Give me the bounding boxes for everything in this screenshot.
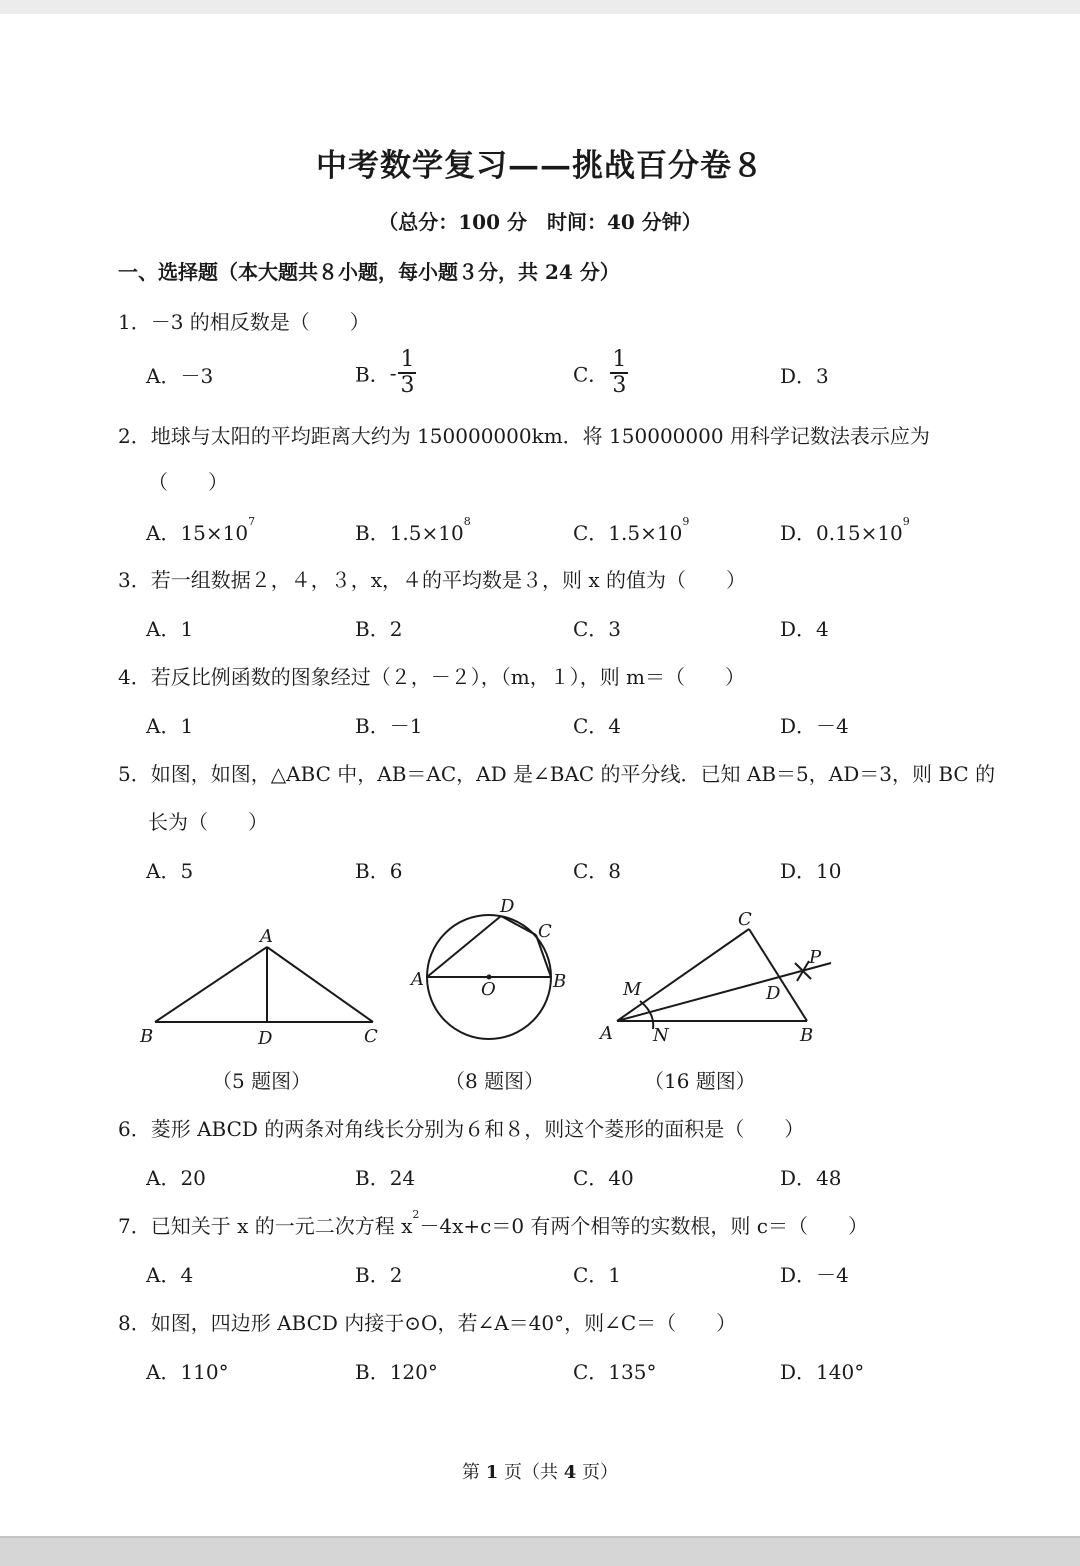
figure-5-caption: （5 题图） [212, 1069, 312, 1093]
q2-option-c [573, 517, 689, 546]
fraction-one-third [398, 348, 416, 398]
question-2-cont: （ ） [148, 470, 228, 494]
q6-option-a: A．20 [146, 1166, 206, 1190]
question-4: 4．若反比例函数的图象经过（２，－２），（m，１），则 m＝（ ） [118, 665, 746, 689]
q4-option-d: D．－4 [780, 714, 849, 738]
segment-ac [267, 947, 373, 1022]
top-bar [0, 0, 1080, 14]
page-title: 中考数学复习——挑战百分卷８ [316, 148, 764, 184]
question-7 [118, 1210, 868, 1239]
frac-numerator: 1 [400, 347, 415, 372]
footer-total-pages: 4 [563, 1462, 577, 1483]
q6-option-d: D．48 [780, 1166, 842, 1190]
q4-option-c: C．4 [573, 714, 622, 738]
page-footer [0, 1458, 1080, 1484]
label-o: O [481, 979, 496, 1000]
q3-option-b: B．2 [355, 617, 403, 641]
label-b: B [140, 1026, 154, 1047]
frac-numerator: 1 [612, 347, 627, 372]
q5-option-d: D．10 [780, 859, 842, 883]
exponent: 2 [412, 1208, 420, 1221]
page-subtitle: （总分：100 分 时间：40 分钟） [378, 210, 702, 234]
label-n: N [653, 1025, 669, 1046]
question-1: 1．－3 的相反数是（ ） [118, 310, 370, 334]
label-a: A [260, 926, 273, 947]
question-3: 3．若一组数据２，４，３，x，４的平均数是３，则 x 的值为（ ） [118, 568, 746, 592]
label-b: B [800, 1025, 814, 1046]
segment-ac [617, 929, 749, 1021]
bottom-bar [0, 1538, 1080, 1566]
q2-option-a-label: A．15×10 [146, 521, 249, 545]
q3-option-d: D．4 [780, 617, 829, 641]
label-b: B [553, 971, 567, 992]
segment-ad [427, 916, 501, 977]
q2-option-d-label: D．0.15×10 [780, 521, 903, 545]
exponent: 7 [248, 515, 256, 528]
label-p: P [809, 947, 822, 968]
q8-option-d: D．140° [780, 1360, 865, 1384]
q3-option-c: C．3 [573, 617, 622, 641]
figure-5-triangle [130, 922, 390, 1052]
question-8: 8．如图，四边形 ABCD 内接于⊙O，若∠A＝40°，则∠C＝（ ） [118, 1311, 737, 1335]
q7-option-c: C．1 [573, 1263, 622, 1287]
q2-option-d [780, 517, 910, 546]
label-c: C [364, 1026, 378, 1047]
footer-prefix: 第 [462, 1462, 486, 1483]
q1-option-b [355, 348, 416, 398]
q7-option-d: D．－4 [780, 1263, 849, 1287]
section-title: 一、选择题（本大题共８小题，每小题３分，共 24 分） [118, 260, 620, 284]
exponent: 8 [463, 515, 471, 528]
q1-option-d: D．3 [780, 364, 829, 388]
question-7-part-a: 7．已知关于 x 的一元二次方程 x [118, 1214, 413, 1238]
q2-option-b-label: B．1.5×10 [355, 521, 464, 545]
q2-option-a [146, 517, 255, 546]
figure-8-circle [405, 895, 575, 1055]
q8-option-a: A．110° [146, 1360, 229, 1384]
exponent: 9 [902, 515, 910, 528]
question-6: 6．菱形 ABCD 的两条对角线长分别为６和８，则这个菱形的面积是（ ） [118, 1117, 805, 1141]
q5-option-c: C．8 [573, 859, 622, 883]
q2-option-c-label: C．1.5×10 [573, 521, 683, 545]
figure-16-triangle [595, 905, 840, 1050]
q1-option-b-label: B． [355, 362, 390, 387]
figure-16-caption: （16 题图） [644, 1069, 756, 1093]
label-c: C [738, 909, 752, 930]
label-d: D [500, 896, 515, 917]
q5-option-b: B．6 [355, 859, 403, 883]
label-m: M [623, 979, 642, 1000]
footer-middle: 页（共 [498, 1462, 564, 1483]
label-d: D [258, 1028, 273, 1049]
q2-option-b [355, 517, 471, 546]
q6-option-c: C．40 [573, 1166, 634, 1190]
q7-option-a: A．4 [146, 1263, 194, 1287]
q6-option-b: B．24 [355, 1166, 416, 1190]
figure-8-caption: （8 题图） [445, 1069, 545, 1093]
q1-option-a: A．－3 [146, 364, 214, 388]
question-5-cont: 长为（ ） [148, 810, 268, 834]
fraction-one-third [610, 348, 628, 398]
q4-option-a: A．1 [146, 714, 194, 738]
label-c: C [538, 921, 552, 942]
question-7-part-b: －4x+c＝0 有两个相等的实数根，则 c＝（ ） [419, 1214, 868, 1238]
label-a: A [411, 969, 424, 990]
footer-suffix: 页） [576, 1462, 618, 1483]
q1-option-b-sign: - [389, 361, 397, 385]
frac-denominator: 3 [612, 373, 627, 398]
q7-option-b: B．2 [355, 1263, 403, 1287]
q1-option-c [573, 348, 628, 398]
q8-option-b: B．120° [355, 1360, 438, 1384]
footer-page-number: 1 [485, 1462, 499, 1483]
exponent: 9 [682, 515, 690, 528]
question-5: 5．如图，如图，△ABC 中，AB＝AC，AD 是∠BAC 的平分线．已知 AB＝5，AD＝3，则 BC 的 [118, 762, 996, 786]
segment-dc [501, 916, 536, 935]
label-d: D [766, 983, 781, 1004]
question-2: 2．地球与太阳的平均距离大约为 150000000km．将 150000000 用科学记数法表示应为 [118, 424, 930, 448]
q5-option-a: A．5 [146, 859, 194, 883]
segment-cb [749, 929, 807, 1021]
q3-option-a: A．1 [146, 617, 194, 641]
q8-option-c: C．135° [573, 1360, 657, 1384]
frac-denominator: 3 [400, 373, 415, 398]
q4-option-b: B．－1 [355, 714, 423, 738]
segment-ab [155, 947, 267, 1022]
label-a: A [600, 1023, 613, 1044]
q1-option-c-label: C． [573, 362, 609, 387]
